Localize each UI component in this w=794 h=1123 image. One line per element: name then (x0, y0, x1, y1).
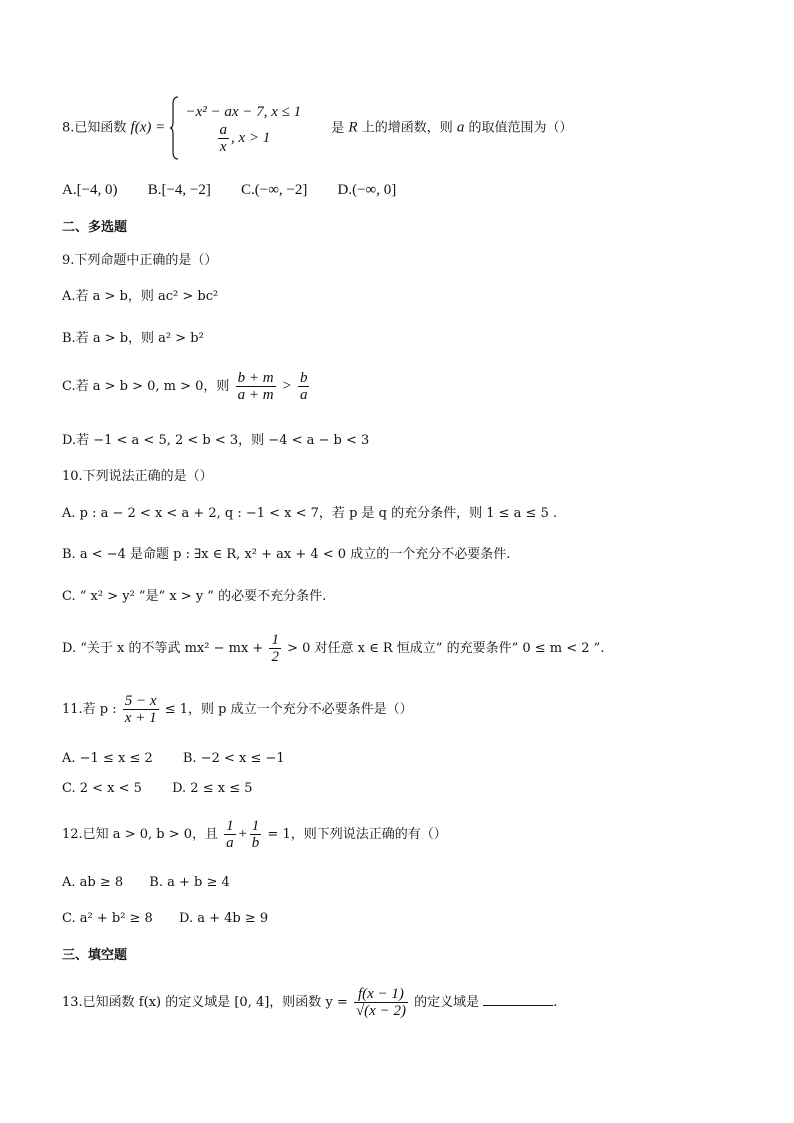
q13-tail: 的定义域是 (414, 995, 480, 1010)
q12-numerator-2: 1 (251, 818, 260, 834)
question-11-stem (62, 693, 413, 726)
q8-case-1: −x² − ax − 7, x ≤ 1 (185, 103, 302, 120)
q11-tail: ≤ 1，则 p 成立一个充分不必要条件是（） (164, 702, 413, 717)
q8-lead: 8.已知函数 (62, 120, 127, 136)
q8-function-label: f(x) = (130, 119, 166, 136)
q12-option-a[interactable]: A. ab ≥ 8 (62, 875, 124, 890)
q10-d-numerator: 1 (271, 632, 279, 648)
q9-c-numerator-1: b + m (237, 370, 274, 386)
q10-option-b[interactable]: B. a < −4 是命题 p : ∃x ∈ R, x² + ax + 4 < 0 成立的一个充分不必要条件. (62, 547, 511, 562)
q9-c-lead: C.若 a > b > 0, m > 0，则 (62, 379, 230, 394)
q12-option-d[interactable]: D. a + 4b ≥ 9 (178, 911, 269, 926)
q10-d-denominator: 2 (271, 649, 279, 665)
left-brace-icon (169, 96, 179, 160)
q12-plus: + (237, 826, 248, 842)
question-10-stem: 10.下列说法正确的是（） (62, 469, 213, 484)
q11-option-b[interactable]: B. −2 < x ≤ −1 (182, 751, 285, 766)
q8-tail-3: 的取值范围为（） (468, 120, 573, 136)
q8-set-r: R (348, 119, 358, 136)
q8-tail-2: 上的增函数，则 (361, 120, 453, 136)
q11-options-row-2 (62, 779, 253, 799)
q12-lead: 12.已知 a > 0, b > 0，且 (62, 827, 219, 842)
q12-denominator-1: a (226, 835, 234, 851)
q12-denominator-2: b (251, 835, 260, 851)
q11-option-a[interactable]: A. −1 ≤ x ≤ 2 (62, 751, 153, 766)
q13-denominator: √(x − 2) (355, 1003, 406, 1019)
q10-option-d[interactable] (62, 632, 604, 665)
q8-piecewise (186, 102, 302, 155)
question-12-stem (62, 818, 447, 851)
q8-option-b[interactable]: B.[−4, −2] (147, 182, 211, 198)
q8-case2-denominator: x (219, 138, 227, 155)
q8-case2-condition: , x > 1 (231, 129, 271, 146)
section-heading-multiple-choice: 二、多选题 (62, 220, 128, 235)
q12-option-b[interactable]: B. a + b ≥ 4 (149, 875, 230, 890)
q8-tail-1: 是 (331, 120, 345, 136)
q8-case2-numerator: a (219, 121, 228, 138)
q9-c-denominator-1: a + m (237, 387, 274, 403)
question-13-stem (62, 986, 557, 1019)
q10-d-lead: D. “关于 x 的不等武 mx² − mx + (62, 641, 264, 656)
q11-numerator: 5 − x (124, 693, 157, 709)
question-8 (62, 96, 573, 160)
q9-c-numerator-2: b (299, 370, 308, 386)
q10-d-tail: > 0 对任意 x ∈ R 恒成立” 的充要条件” 0 ≤ m < 2 ”. (287, 641, 605, 656)
q13-end: . (553, 995, 558, 1010)
q12-options-row-1 (62, 873, 230, 893)
q11-options-row-1 (62, 749, 285, 769)
q9-option-d[interactable]: D.若 −1 < a < 5, 2 < b < 3，则 −4 < a − b < 3 (62, 433, 370, 448)
q9-c-gt: > (281, 378, 292, 394)
question-9-stem: 9.下列命题中正确的是（） (62, 253, 218, 268)
q13-lead: 13.已知函数 f(x) 的定义域是 [0, 4]，则函数 y = (62, 995, 348, 1010)
q8-option-c[interactable]: C.(−∞, −2] (241, 182, 308, 198)
q12-options-row-2 (62, 909, 268, 929)
q11-option-d[interactable]: D. 2 ≤ x ≤ 5 (172, 781, 253, 796)
q13-numerator: f(x − 1) (357, 986, 404, 1002)
q10-option-c[interactable]: C. “ x² > y² ”是“ x > y ” 的必要不充分条件. (62, 589, 327, 604)
q11-denominator: x + 1 (124, 710, 157, 726)
q12-numerator-1: 1 (226, 818, 234, 834)
section-heading-fill-in: 三、填空题 (62, 948, 128, 963)
q13-answer-blank[interactable] (483, 991, 553, 1006)
q9-c-denominator-2: a (299, 387, 308, 403)
q10-option-a[interactable]: A. p : a − 2 < x < a + 2, q : −1 < x < 7，若 p 是 q 的充分条件，则 1 ≤ a ≤ 5 . (62, 506, 558, 521)
q12-option-c[interactable]: C. a² + b² ≥ 8 (62, 911, 153, 926)
q12-tail: = 1，则下列说法正确的有（） (267, 827, 447, 842)
q8-case-2 (216, 122, 302, 155)
q8-options (62, 180, 396, 201)
q9-option-a[interactable]: A.若 a > b，则 ac² > bc² (62, 289, 219, 304)
q8-option-a[interactable]: A.[−4, 0) (62, 182, 118, 198)
q8-option-d[interactable]: D.(−∞, 0] (337, 182, 397, 198)
q11-lead: 11.若 p : (62, 702, 117, 717)
q8-var-a: a (456, 119, 465, 136)
q11-option-c[interactable]: C. 2 < x < 5 (62, 781, 142, 796)
q9-option-c[interactable] (62, 370, 311, 403)
q9-option-b[interactable]: B.若 a > b，则 a² > b² (62, 331, 204, 346)
